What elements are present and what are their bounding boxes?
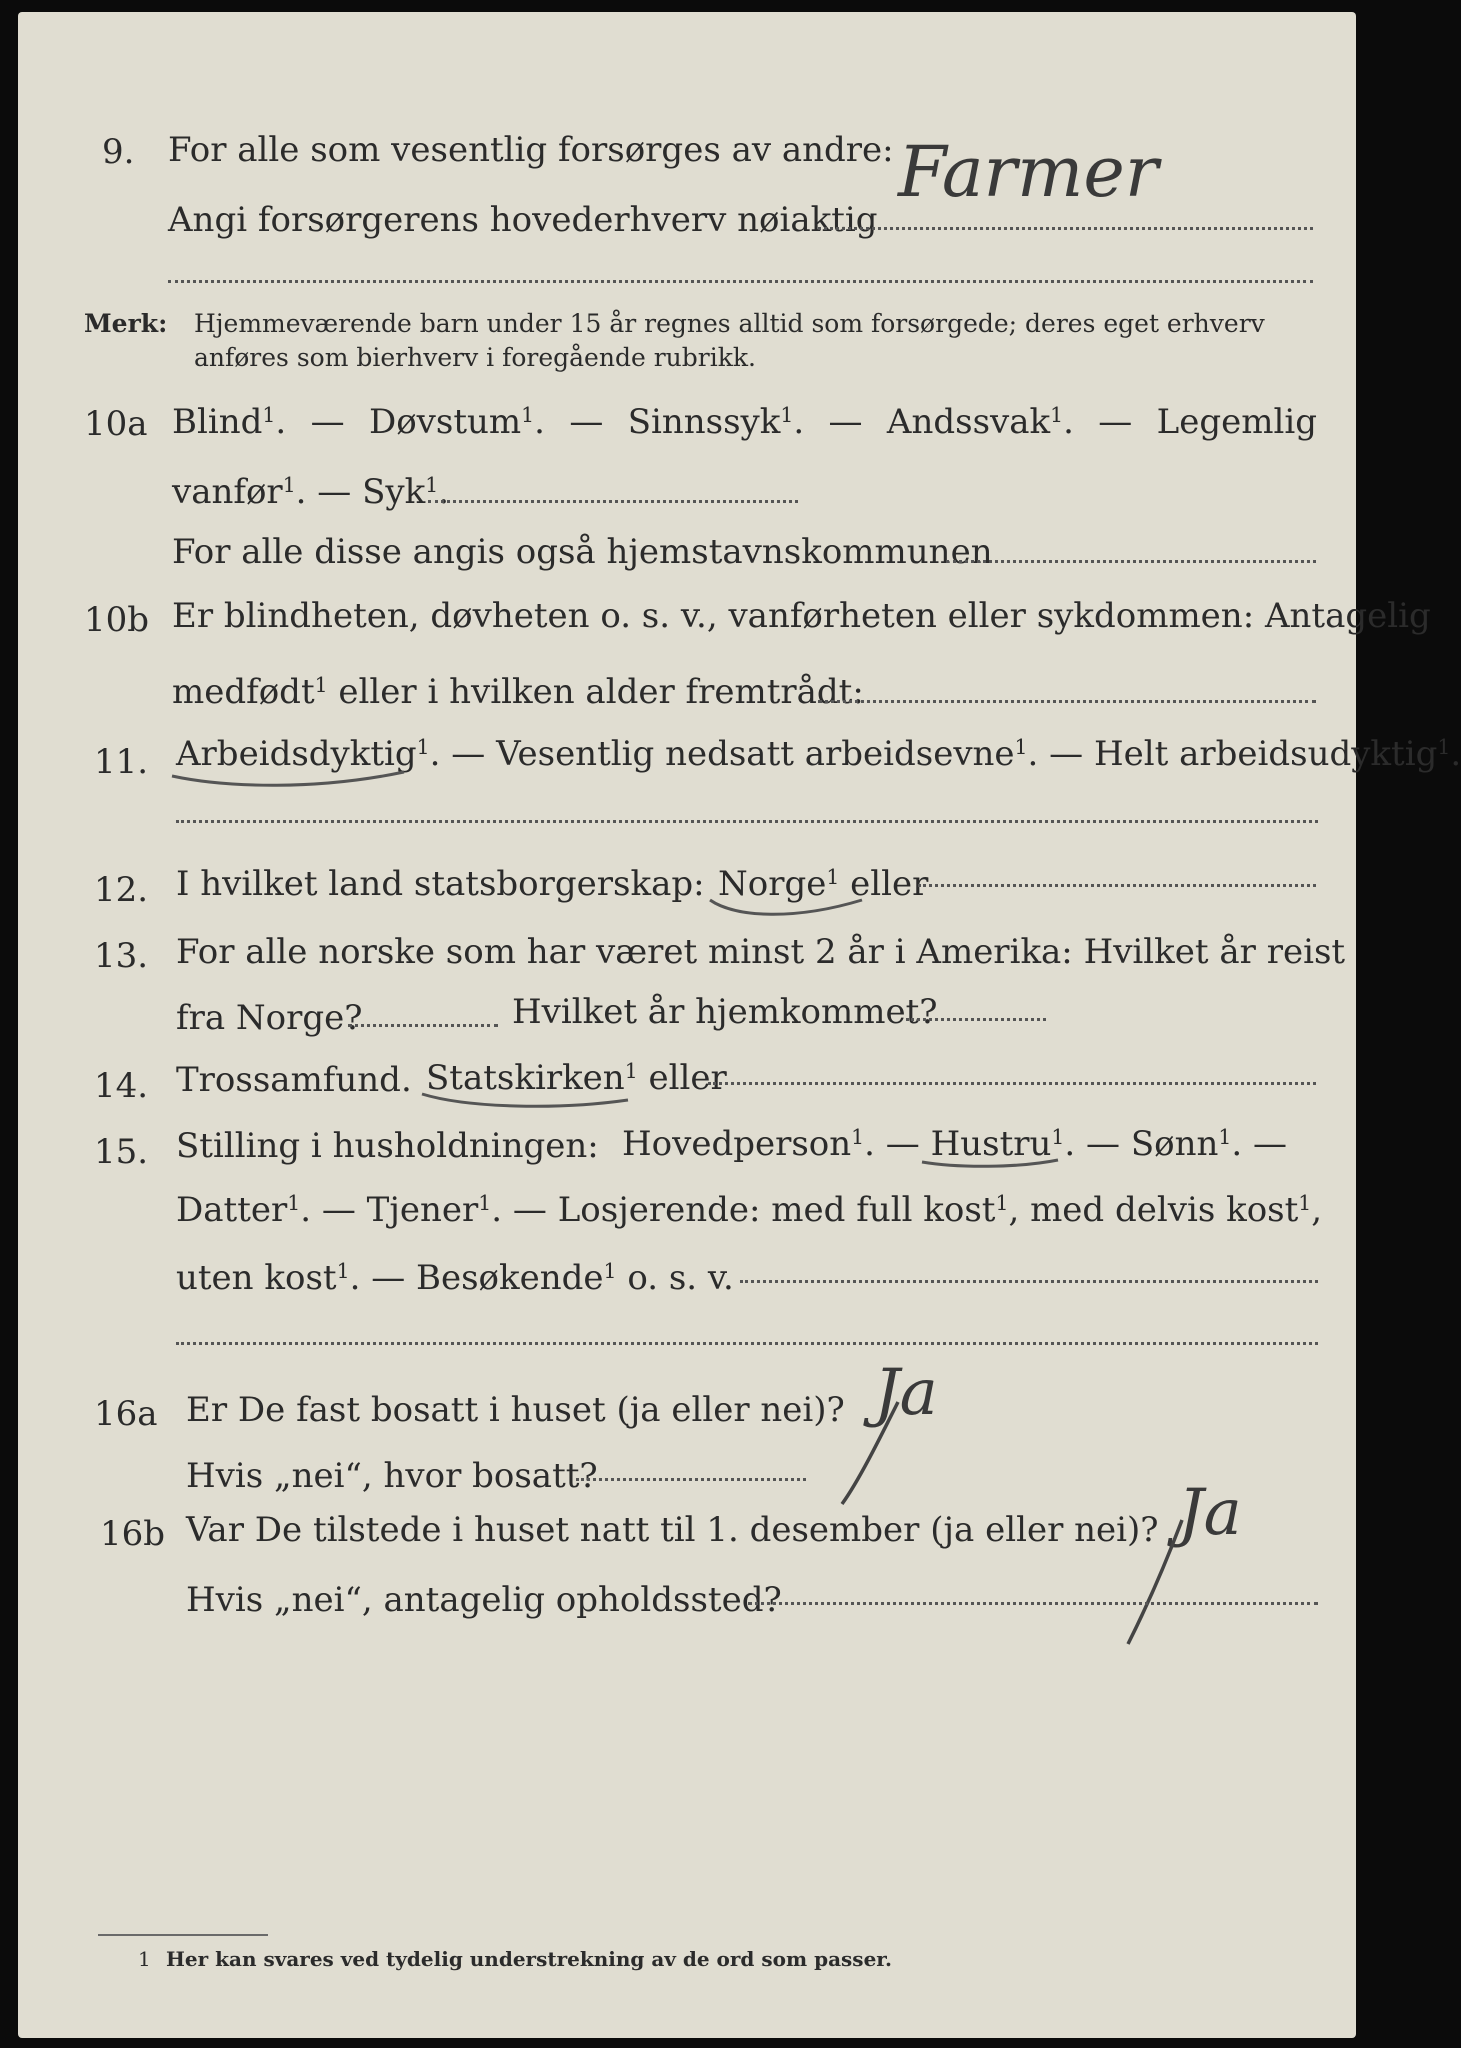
q15-underline-mark: [918, 1152, 1068, 1182]
q14-text: Trossamfund.: [176, 1060, 412, 1100]
q10a-line2: vanfør$^1$. — Syk$^1$.: [172, 472, 450, 512]
q16b-number: 16b: [100, 1514, 166, 1554]
q14-answer-line: [708, 1082, 1316, 1085]
q10b-line2: medfødt$^1$ eller i hvilken alder fremtrådt:: [172, 672, 864, 712]
q12-number: 12.: [94, 870, 149, 910]
opt-andssvak: Andssvak$^1$.: [886, 402, 1074, 442]
q13-hjemkommet-line: [906, 1018, 1046, 1021]
q10a-options-row: Blind$^1$. — Døvstum$^1$. — Sinnssyk$^1$. — Andssvak$^1$. — Legemlig: [172, 402, 1317, 442]
q12-answer-line: [918, 884, 1316, 887]
merk-line1: Hjemmeværende barn under 15 år regnes alltid som forsørgede; deres eget erhverv: [194, 309, 1265, 338]
footnote-rule: [98, 1934, 268, 1936]
q13-line2a: fra Norge?: [176, 998, 363, 1038]
q10a-syk-line: [428, 500, 798, 503]
q10b-answer-line: [818, 700, 1316, 703]
opt-legemlig: Legemlig: [1156, 402, 1317, 442]
opt-sinnssyk: Sinnssyk$^1$.: [627, 402, 805, 442]
q10b-number: 10b: [84, 600, 150, 640]
q11-number: 11.: [94, 742, 149, 782]
q11-extra-line: [176, 820, 1318, 823]
q14-number: 14.: [94, 1066, 149, 1106]
q9-line1: For alle som vesentlig forsørges av andre:: [168, 130, 894, 170]
census-form-page: [18, 12, 1461, 2038]
q16b-line2: Hvis „nei“, antagelig opholdssted?: [186, 1580, 782, 1620]
q15-answer-line: [740, 1280, 1318, 1283]
q16a-answer-stroke: [798, 1392, 918, 1512]
q15-options2: Datter$^1$. — Tjener$^1$. — Losjerende: med full kost$^1$, med delvis kost$^1$,: [176, 1190, 1323, 1230]
q15-extra-line: [176, 1342, 1318, 1345]
q15-options1: Hovedperson$^1$. — Hustru$^1$. — Sønn$^1$. —: [622, 1124, 1287, 1164]
footnote-mark: 1: [138, 1947, 151, 1971]
q11-line: Arbeidsdyktig$^1$. — Vesentlig nedsatt arbeidsevne$^1$. — Helt arbeidsudyktig$^1$.: [176, 734, 1461, 774]
q12-text: I hvilket land statsborgerskap:: [176, 864, 705, 904]
q14-underline-mark: [418, 1086, 638, 1116]
q13-number: 13.: [94, 936, 149, 976]
q16a-handwritten-answer: Ja: [874, 1356, 938, 1430]
merk-label: Merk:: [84, 309, 168, 338]
opt-blind: Blind$^1$.: [172, 402, 287, 442]
q10a-line3: For alle disse angis også hjemstavnskommunen: [172, 532, 993, 572]
q16a-bosatt-line: [576, 1478, 806, 1481]
q14-option: Statskirken$^1$ eller: [426, 1058, 727, 1098]
q15-number: 15.: [94, 1132, 149, 1172]
q13-reist-line: [348, 1024, 498, 1027]
q9-number: 9.: [102, 132, 135, 172]
opt-dovstum: Døvstum$^1$.: [368, 402, 545, 442]
q15-options3: uten kost$^1$. — Besøkende$^1$ o. s. v.: [176, 1258, 734, 1298]
q10a-number: 10a: [84, 404, 148, 444]
q16b-answer-stroke: [1078, 1512, 1198, 1652]
q13-line1: For alle norske som har været minst 2 år i Amerika: Hvilket år reist: [176, 932, 1346, 972]
q15-text: Stilling i husholdningen:: [176, 1126, 599, 1166]
q16b-opholdssted-line: [748, 1602, 1318, 1605]
q9-answer-line: [818, 227, 1313, 230]
q13-line2b: Hvilket år hjemkommet?: [512, 992, 938, 1032]
q11-underline-mark: [168, 764, 408, 794]
q16b-handwritten-answer: Ja: [1178, 1476, 1242, 1550]
q12-option: Norge$^1$ eller: [718, 864, 929, 904]
q16a-line1: Er De fast bosatt i huset (ja eller nei)?: [186, 1390, 845, 1430]
q10b-line1: Er blindheten, døvheten o. s. v., vanførheten eller sykdommen: Antagelig: [172, 596, 1431, 636]
merk-line2: anføres som bierhverv i foregående rubrikk.: [194, 343, 756, 372]
q9-extra-line: [168, 280, 1313, 283]
q16a-number: 16a: [94, 1394, 158, 1434]
q9-handwritten-answer: Farmer: [898, 131, 1159, 213]
q12-underline-mark: [706, 894, 866, 924]
footnote-text: Her kan svares ved tydelig understrekning av de ord som passer.: [166, 1947, 892, 1971]
q16b-line1: Var De tilstede i huset natt til 1. desember (ja eller nei)?: [186, 1510, 1159, 1550]
q10a-hjemstavn-line: [946, 560, 1316, 563]
q9-line2: Angi forsørgerens hovederhverv nøiaktig: [168, 200, 878, 240]
q16a-line2: Hvis „nei“, hvor bosatt?: [186, 1456, 598, 1496]
